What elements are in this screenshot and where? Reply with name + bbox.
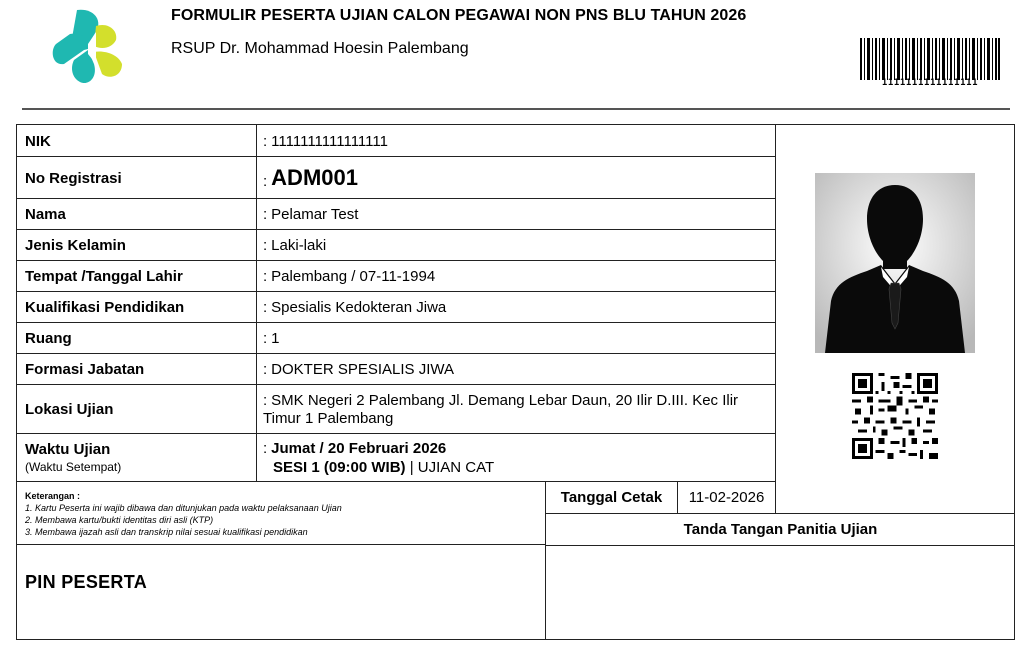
exam-session: [273, 459, 494, 476]
colon: :: [263, 392, 268, 409]
exam-session-separator: |: [405, 459, 418, 476]
colon: :: [263, 299, 268, 316]
colon: :: [263, 132, 268, 150]
notes-item: 3. Membawa ijazah asli dan transkrip nilai sesuai kualifikasi pendidikan: [25, 527, 308, 537]
exam-time-label: Waktu Ujian: [25, 441, 111, 458]
education-value: [263, 292, 446, 323]
birth-value: [263, 261, 435, 292]
nik-text: 1111111111111111: [271, 132, 388, 150]
position-text: DOKTER SPESIALIS JIWA: [271, 361, 454, 378]
exam-date-text: Jumat / 20 Februari 2026: [271, 440, 447, 457]
registration-number: ADM001: [271, 165, 358, 190]
position-label: Formasi Jabatan: [25, 361, 145, 378]
header-divider: [22, 108, 1010, 110]
kemenkes-logo-icon: [50, 6, 124, 88]
room-label: Ruang: [25, 330, 72, 347]
signature-label: Tanda Tangan Panitia Ujian: [683, 521, 878, 538]
barcode-icon: [860, 38, 1000, 80]
print-date-label: Tanggal Cetak: [560, 489, 663, 506]
notes-item: 1. Kartu Peserta ini wajib dibawa dan ditunjukan pada waktu pelaksanaan Ujian: [25, 503, 342, 513]
colon: :: [263, 237, 268, 254]
hospital-name: RSUP Dr. Mohammad Hoesin Palembang: [171, 40, 469, 57]
colon: :: [263, 361, 268, 378]
name-label: Nama: [25, 206, 66, 223]
participant-photo-icon: [815, 173, 975, 353]
location-text: SMK Negeri 2 Palembang Jl. Demang Lebar Daun, 20 Ilir D.III. Kec Ilir Timur 1 Palembang: [263, 392, 739, 427]
form-title: FORMULIR PESERTA UJIAN CALON PEGAWAI NON PNS BLU TAHUN 2026: [171, 7, 747, 24]
birth-label: Tempat /Tanggal Lahir: [25, 268, 183, 285]
notes-item: 2. Membawa kartu/bukti identitas diri asli (KTP): [25, 515, 214, 525]
location-value: [263, 392, 763, 428]
exam-session-text: SESI 1 (09:00 WIB): [273, 459, 406, 476]
exam-time-sublabel: (Waktu Setempat): [25, 460, 122, 474]
barcode-number: 1111111111111111: [881, 78, 979, 88]
education-text: Spesialis Kedokteran Jiwa: [271, 299, 447, 316]
colon: :: [263, 330, 268, 347]
room-text: 1: [271, 330, 280, 347]
position-value: [263, 354, 454, 385]
exam-date: [263, 440, 446, 457]
name-value: [263, 199, 358, 230]
registration-value: [263, 157, 358, 199]
colon: :: [263, 440, 268, 457]
birth-text: Palembang / 07-11-1994: [271, 268, 436, 285]
exam-type: UJIAN CAT: [417, 459, 495, 476]
notes-title: Keterangan :: [25, 491, 81, 501]
pin-label: PIN PESERTA: [25, 572, 147, 592]
registration-label: No Registrasi: [25, 169, 122, 187]
qr-code-icon: [852, 373, 938, 459]
print-date-value: 11-02-2026: [688, 489, 765, 506]
notes: [25, 490, 342, 538]
gender-text: Laki-laki: [271, 237, 327, 254]
nik-label: NIK: [25, 132, 51, 150]
colon: :: [263, 172, 268, 190]
colon: :: [263, 206, 268, 223]
education-label: Kualifikasi Pendidikan: [25, 299, 185, 316]
gender-label: Jenis Kelamin: [25, 237, 126, 254]
nik-value: [263, 125, 388, 157]
gender-value: [263, 230, 326, 261]
colon: :: [263, 268, 268, 285]
name-text: Pelamar Test: [271, 206, 359, 223]
room-value: [263, 323, 280, 354]
participant-card: [16, 124, 1015, 640]
location-label: Lokasi Ujian: [25, 401, 114, 418]
